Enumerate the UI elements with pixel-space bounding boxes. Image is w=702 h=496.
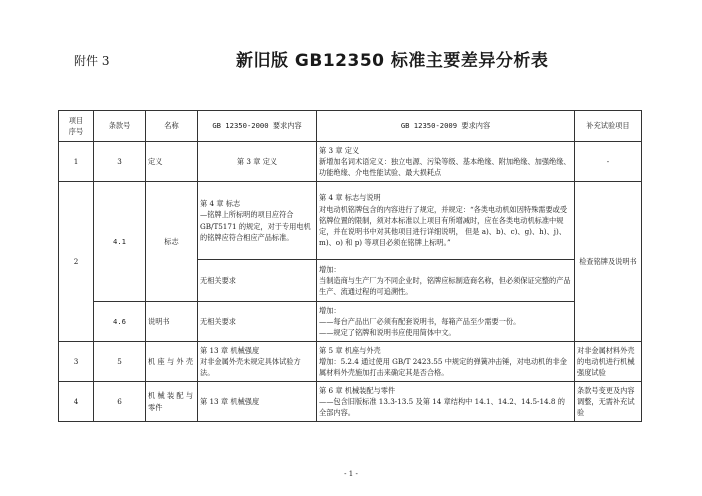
row-new: 增加： 当制造商与生产厂为不同企业时，铭牌应标制造商名称，但必须保证完整的产品生产、流通过程的可追溯性。 (317, 260, 575, 302)
attachment-label: 附件 3 (74, 54, 110, 68)
row-test: - (575, 142, 642, 182)
table-row (59, 142, 642, 182)
row-no: 1 (59, 142, 94, 182)
row-new: 增加： ——每台产品出厂必须有配套说明书，每箱产品至少需要一份。 ——规定了铭牌和说明书应使用简体中文。 (317, 302, 575, 342)
page-number: - 1 - (344, 470, 358, 478)
row-name: 标志 (146, 182, 198, 302)
header-name: 名称 (146, 111, 198, 142)
row-no: 2 (59, 182, 94, 342)
row-clause: 5 (94, 342, 146, 382)
row-old: 无相关要求 (198, 260, 317, 302)
row-old: 第 3 章 定义 (198, 142, 317, 182)
row-test: 对非金属材料外壳的电动机进行机械强度试验 (575, 342, 642, 382)
header-old: GB 12350-2000 要求内容 (198, 111, 317, 142)
row-clause: 6 (94, 382, 146, 422)
row-old: 无相关要求 (198, 302, 317, 342)
row-name: 定义 (146, 142, 198, 182)
diff-table (58, 110, 642, 422)
table-row (59, 182, 642, 260)
table-row (59, 382, 642, 422)
row-old: 第 13 章 机械强度 (198, 382, 317, 422)
row-test: 检查铭牌及说明书 (575, 182, 642, 342)
header-test: 补充试验项目 (575, 111, 642, 142)
row-no: 4 (59, 382, 94, 422)
table-row (59, 302, 642, 342)
row-name: 说明书 (146, 302, 198, 342)
header-new: GB 12350-2009 要求内容 (317, 111, 575, 142)
row-name: 机 械 装 配 与零件 (146, 382, 198, 422)
row-new: 第 6 章 机械装配与零件 ——包含旧版标准 13.3-13.5 及第 14 章结构中 14.1、14.2、14.5-14.8 的全部内容。 (317, 382, 575, 422)
row-old: 第 4 章 标志 —铭牌上所标明的项目应符合 GB/T5171 的规定，对于专用电机的铭牌应符合相应产品标准。 (198, 182, 317, 260)
row-no: 3 (59, 342, 94, 382)
row-clause: 4.6 (94, 302, 146, 342)
header-no: 项目 序号 (59, 111, 94, 142)
table-row (59, 342, 642, 382)
row-new: 第 4 章 标志与说明 对电动机铭牌包含的内容进行了规定，并规定：“各类电动机如因特殊需要或受铭牌位置的限制，须对本标准以上项目有所增减时，应在各类电动机标准中规定，并在说明书中对其他项目进行详细说明， 但是 a)、b)、c)、g)、h)、j)、m)、o) 和 p) 等项目必须在铭牌上标明。” (317, 182, 575, 260)
row-new: 第 5 章 机座与外壳 增加：5.2.4 通过使用 GB/T 2423.55 中规定的弹簧冲击锤，对电动机的非金属材料外壳施加打击来确定其是否合格。 (317, 342, 575, 382)
row-new: 第 3 章 定义 新增加名词术语定义：独立电源、污染等级、基本绝缘、附加绝缘、加强绝缘、功能绝缘、介电性能试验、最大损耗点 (317, 142, 575, 182)
row-clause: 3 (94, 142, 146, 182)
header-clause: 条款号 (94, 111, 146, 142)
row-name: 机 座 与 外 壳 (146, 342, 198, 382)
page-title: 新旧版 GB12350 标准主要差异分析表 (236, 51, 549, 71)
row-test: 条款号变更及内容调整，无需补充试验 (575, 382, 642, 422)
row-clause: 4.1 (94, 182, 146, 302)
table-header-row (59, 111, 642, 142)
row-old: 第 13 章 机械强度 对非金属外壳未规定具体试验方法。 (198, 342, 317, 382)
